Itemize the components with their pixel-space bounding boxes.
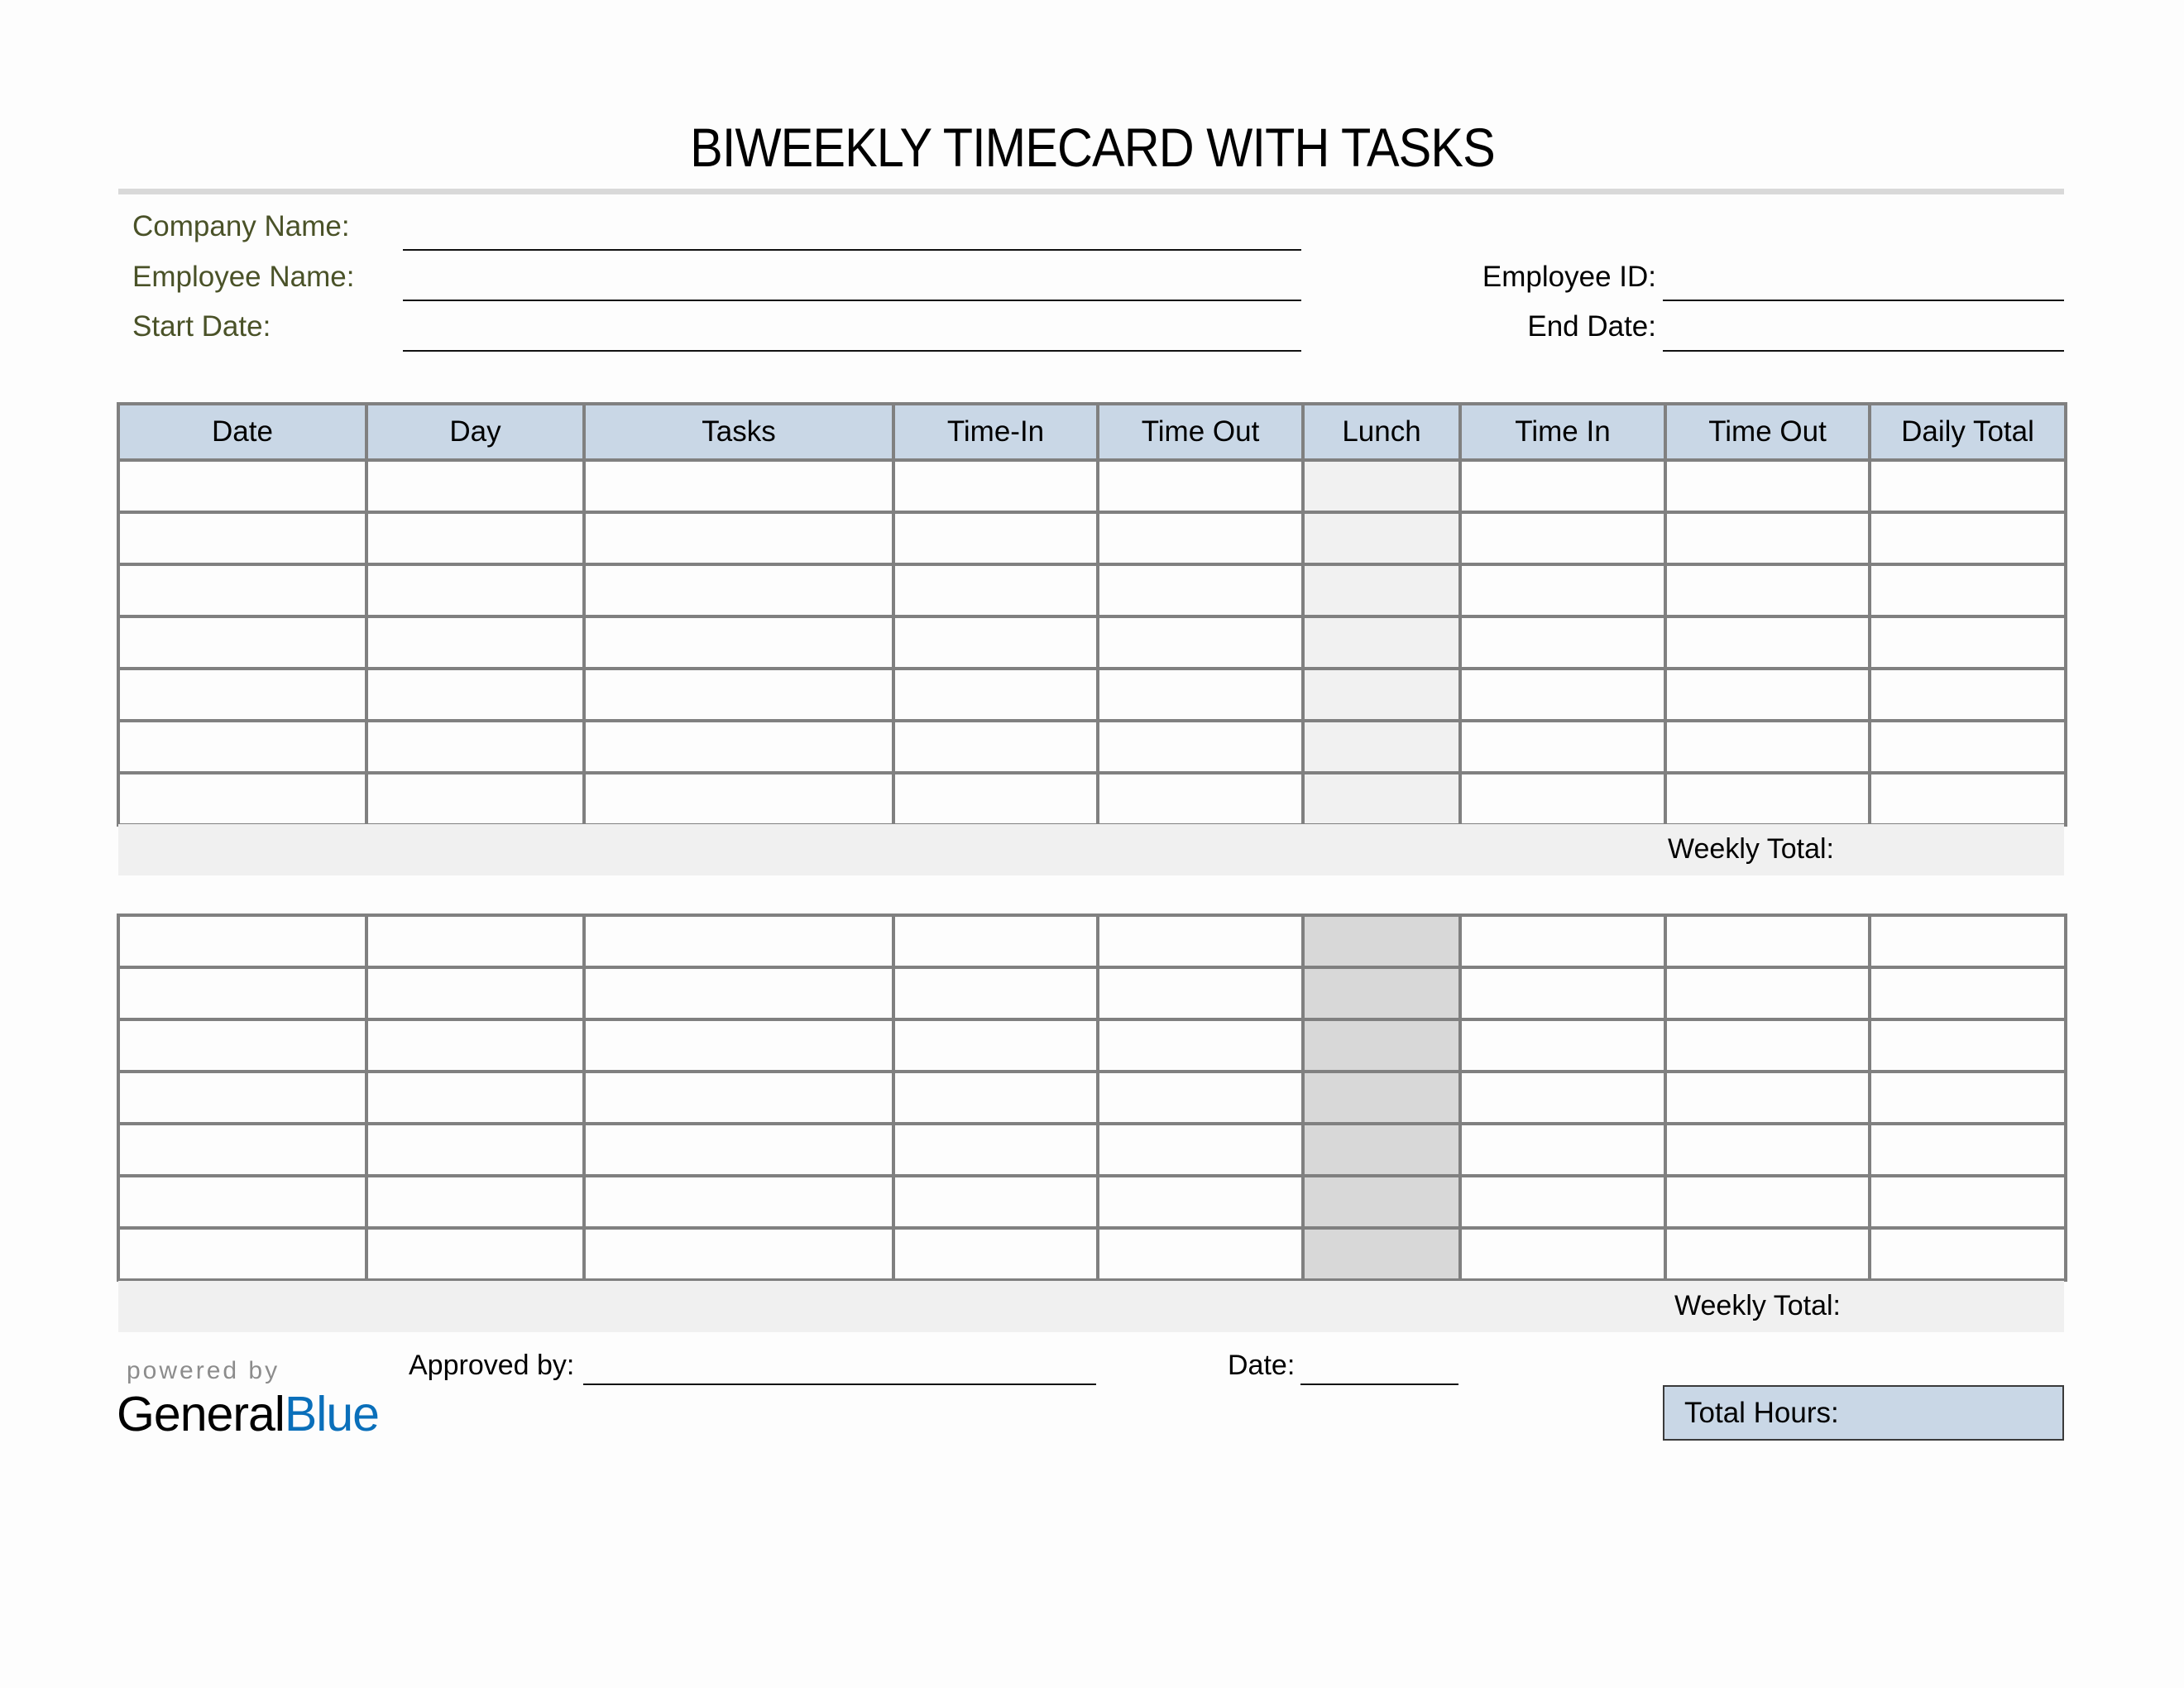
cell-day[interactable] [366, 1228, 584, 1280]
cell-day[interactable] [366, 1124, 584, 1176]
week2-weekly-total-bar [118, 1281, 2064, 1332]
cell-day[interactable] [366, 669, 584, 721]
cell-time-out[interactable] [1665, 512, 1870, 564]
page-title: BIWEEKLY TIMECARD WITH TASKS [690, 117, 1495, 178]
cell-time-out[interactable] [1665, 721, 1870, 773]
title-divider [118, 189, 2064, 194]
cell-daily-total[interactable] [1870, 1228, 2066, 1280]
cell-date[interactable] [118, 1072, 366, 1124]
cell-time-out[interactable] [1098, 460, 1303, 512]
employee-name-label: Employee Name: [132, 261, 355, 293]
table-row [118, 967, 2066, 1019]
cell-daily-total[interactable] [1870, 915, 2066, 967]
cell-daily-total[interactable] [1870, 721, 2066, 773]
cell-date[interactable] [118, 915, 366, 967]
cell-time-out[interactable] [1098, 915, 1303, 967]
cell-time-out[interactable] [1665, 915, 1870, 967]
cell-time-out[interactable] [1665, 1019, 1870, 1072]
cell-time-in[interactable] [1460, 967, 1665, 1019]
cell-time-in[interactable] [893, 1072, 1098, 1124]
cell-tasks[interactable] [584, 1019, 893, 1072]
column-header-daily-total: Daily Total [1870, 404, 2066, 460]
cell-tasks[interactable] [584, 967, 893, 1019]
approved-by-label: Approved by: [409, 1350, 575, 1381]
cell-time-out[interactable] [1098, 512, 1303, 564]
cell-lunch[interactable] [1303, 773, 1460, 825]
cell-time-in[interactable] [893, 773, 1098, 825]
approval-date-label: Date: [1228, 1350, 1296, 1381]
approval-date-field[interactable] [1300, 1383, 1458, 1385]
cell-date[interactable] [118, 721, 366, 773]
cell-tasks[interactable] [584, 616, 893, 669]
brand-general: General [117, 1387, 285, 1441]
cell-time-in[interactable] [893, 721, 1098, 773]
cell-time-out[interactable] [1665, 616, 1870, 669]
cell-lunch[interactable] [1303, 967, 1460, 1019]
company-name-field[interactable] [403, 249, 1301, 251]
cell-time-out[interactable] [1665, 1072, 1870, 1124]
cell-day[interactable] [366, 512, 584, 564]
table-row [118, 915, 2066, 967]
cell-daily-total[interactable] [1870, 1072, 2066, 1124]
cell-tasks[interactable] [584, 721, 893, 773]
cell-date[interactable] [118, 773, 366, 825]
table-row [118, 1176, 2066, 1228]
cell-time-out[interactable] [1098, 967, 1303, 1019]
cell-daily-total[interactable] [1870, 967, 2066, 1019]
week2-timecard-table [117, 914, 2067, 1282]
cell-time-in[interactable] [893, 915, 1098, 967]
cell-time-in[interactable] [893, 512, 1098, 564]
cell-time-in[interactable] [1460, 721, 1665, 773]
approved-by-field[interactable] [583, 1383, 1096, 1385]
employee-id-field[interactable] [1663, 300, 2064, 301]
cell-tasks[interactable] [584, 1228, 893, 1280]
cell-tasks[interactable] [584, 773, 893, 825]
column-header-time-in: Time-In [893, 404, 1098, 460]
cell-date[interactable] [118, 1228, 366, 1280]
cell-time-out[interactable] [1665, 967, 1870, 1019]
cell-time-out[interactable] [1098, 1124, 1303, 1176]
cell-day[interactable] [366, 564, 584, 616]
table-header-row [118, 404, 2066, 460]
cell-day[interactable] [366, 721, 584, 773]
powered-by-text: powered by [127, 1357, 280, 1384]
cell-lunch[interactable] [1303, 915, 1460, 967]
column-header-time-out-2: Time Out [1665, 404, 1870, 460]
cell-time-in[interactable] [893, 1124, 1098, 1176]
cell-lunch[interactable] [1303, 512, 1460, 564]
cell-date[interactable] [118, 1176, 366, 1228]
cell-time-out[interactable] [1098, 721, 1303, 773]
cell-time-out[interactable] [1665, 1228, 1870, 1280]
cell-time-out[interactable] [1098, 669, 1303, 721]
table-row [118, 1228, 2066, 1280]
cell-day[interactable] [366, 967, 584, 1019]
cell-time-out[interactable] [1098, 773, 1303, 825]
cell-time-in[interactable] [1460, 773, 1665, 825]
cell-lunch[interactable] [1303, 1072, 1460, 1124]
cell-time-in[interactable] [893, 1176, 1098, 1228]
cell-tasks[interactable] [584, 1176, 893, 1228]
cell-time-in[interactable] [893, 1019, 1098, 1072]
cell-time-in[interactable] [893, 669, 1098, 721]
cell-daily-total[interactable] [1870, 564, 2066, 616]
cell-day[interactable] [366, 773, 584, 825]
total-hours-label: Total Hours: [1684, 1397, 1839, 1429]
table-row [118, 564, 2066, 616]
cell-time-in[interactable] [1460, 1176, 1665, 1228]
cell-tasks[interactable] [584, 512, 893, 564]
total-hours-box[interactable] [1663, 1385, 2064, 1441]
cell-time-out[interactable] [1665, 1124, 1870, 1176]
cell-tasks[interactable] [584, 1072, 893, 1124]
cell-time-in[interactable] [1460, 1019, 1665, 1072]
cell-time-out[interactable] [1098, 1072, 1303, 1124]
cell-lunch[interactable] [1303, 1176, 1460, 1228]
week1-timecard-table [117, 402, 2067, 827]
end-date-field[interactable] [1663, 350, 2064, 352]
cell-time-in[interactable] [1460, 1228, 1665, 1280]
cell-time-out[interactable] [1665, 773, 1870, 825]
cell-time-in[interactable] [1460, 1072, 1665, 1124]
employee-name-field[interactable] [403, 300, 1301, 301]
start-date-label: Start Date: [132, 310, 271, 343]
column-header-day: Day [366, 404, 584, 460]
cell-daily-total[interactable] [1870, 1124, 2066, 1176]
cell-time-out[interactable] [1098, 1019, 1303, 1072]
table-row [118, 616, 2066, 669]
cell-tasks[interactable] [584, 1124, 893, 1176]
cell-time-out[interactable] [1665, 1176, 1870, 1228]
cell-lunch[interactable] [1303, 1019, 1460, 1072]
cell-time-out[interactable] [1098, 1228, 1303, 1280]
cell-daily-total[interactable] [1870, 460, 2066, 512]
cell-time-out[interactable] [1098, 616, 1303, 669]
cell-time-out[interactable] [1665, 669, 1870, 721]
cell-time-in[interactable] [893, 1228, 1098, 1280]
cell-daily-total[interactable] [1870, 773, 2066, 825]
table-row [118, 773, 2066, 825]
cell-day[interactable] [366, 1072, 584, 1124]
cell-tasks[interactable] [584, 915, 893, 967]
column-header-time-out: Time Out [1098, 404, 1303, 460]
cell-daily-total[interactable] [1870, 669, 2066, 721]
table-row [118, 669, 2066, 721]
column-header-time-in-2: Time In [1460, 404, 1665, 460]
week1-weekly-total-label: Weekly Total: [1668, 833, 1834, 865]
end-date-label: End Date: [1527, 310, 1656, 343]
cell-lunch[interactable] [1303, 721, 1460, 773]
table-row [118, 1124, 2066, 1176]
column-header-date: Date [118, 404, 366, 460]
cell-time-in[interactable] [1460, 564, 1665, 616]
cell-date[interactable] [118, 512, 366, 564]
column-header-tasks: Tasks [584, 404, 893, 460]
cell-day[interactable] [366, 460, 584, 512]
cell-date[interactable] [118, 564, 366, 616]
cell-lunch[interactable] [1303, 1124, 1460, 1176]
cell-time-in[interactable] [1460, 512, 1665, 564]
start-date-field[interactable] [403, 350, 1301, 352]
cell-daily-total[interactable] [1870, 512, 2066, 564]
week1-weekly-total-bar [118, 824, 2064, 875]
cell-time-in[interactable] [1460, 616, 1665, 669]
cell-lunch[interactable] [1303, 669, 1460, 721]
table-row [118, 721, 2066, 773]
cell-time-in[interactable] [893, 564, 1098, 616]
cell-tasks[interactable] [584, 669, 893, 721]
cell-time-out[interactable] [1098, 1176, 1303, 1228]
cell-lunch[interactable] [1303, 1228, 1460, 1280]
cell-date[interactable] [118, 967, 366, 1019]
week2-weekly-total-label: Weekly Total: [1674, 1290, 1841, 1321]
cell-daily-total[interactable] [1870, 616, 2066, 669]
cell-tasks[interactable] [584, 460, 893, 512]
cell-lunch[interactable] [1303, 460, 1460, 512]
cell-date[interactable] [118, 669, 366, 721]
cell-time-out[interactable] [1665, 564, 1870, 616]
cell-time-in[interactable] [1460, 1124, 1665, 1176]
generalblue-logo[interactable] [117, 1387, 379, 1441]
cell-tasks[interactable] [584, 564, 893, 616]
column-header-lunch: Lunch [1303, 404, 1460, 460]
cell-date[interactable] [118, 616, 366, 669]
cell-time-in[interactable] [893, 967, 1098, 1019]
employee-id-label: Employee ID: [1482, 261, 1656, 293]
cell-lunch[interactable] [1303, 564, 1460, 616]
cell-daily-total[interactable] [1870, 1176, 2066, 1228]
cell-time-out[interactable] [1098, 564, 1303, 616]
table-row [118, 512, 2066, 564]
cell-lunch[interactable] [1303, 616, 1460, 669]
cell-date[interactable] [118, 1124, 366, 1176]
table-row [118, 1072, 2066, 1124]
cell-day[interactable] [366, 915, 584, 967]
brand-blue: Blue [284, 1387, 379, 1441]
cell-day[interactable] [366, 1019, 584, 1072]
cell-day[interactable] [366, 616, 584, 669]
cell-time-in[interactable] [893, 460, 1098, 512]
cell-daily-total[interactable] [1870, 1019, 2066, 1072]
cell-date[interactable] [118, 460, 366, 512]
cell-time-in[interactable] [893, 616, 1098, 669]
cell-date[interactable] [118, 1019, 366, 1072]
company-name-label: Company Name: [132, 210, 350, 242]
cell-time-in[interactable] [1460, 669, 1665, 721]
cell-day[interactable] [366, 1176, 584, 1228]
table-row [118, 460, 2066, 512]
cell-time-in[interactable] [1460, 460, 1665, 512]
cell-time-out[interactable] [1665, 460, 1870, 512]
cell-time-in[interactable] [1460, 915, 1665, 967]
table-row [118, 1019, 2066, 1072]
